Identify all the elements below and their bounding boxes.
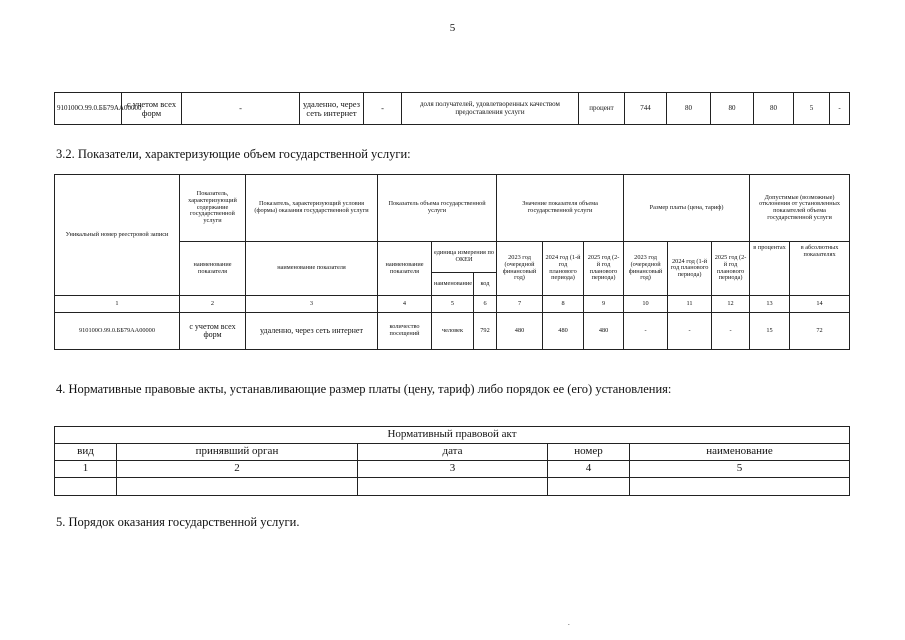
type-header: вид [55, 444, 117, 461]
table-row [55, 93, 850, 125]
column-number: 11 [668, 296, 712, 313]
value-2023-cell: 80 [667, 93, 711, 125]
fee-2023-header: 2023 год (очередной финансовый год) [624, 242, 668, 296]
table-row [55, 478, 850, 496]
column-number: 5 [432, 296, 474, 313]
year-2024-header: 2024 год (1-й год планового периода) [543, 242, 584, 296]
legal-act-title-cell: Нормативный правовой акт [55, 427, 850, 444]
number-header: номер [548, 444, 630, 461]
unit-name-header: наименование [432, 273, 474, 296]
empty-cell [358, 478, 548, 496]
fee-2024-cell: - [668, 313, 712, 350]
legal-acts-table [54, 426, 850, 496]
fee-2025-cell: - [712, 313, 750, 350]
value-2024-cell: 80 [711, 93, 754, 125]
column-number: 7 [497, 296, 543, 313]
section-4-title: 4. Нормативные правовые акты, устанавливающие размер платы (цену, тариф) либо порядок ее (его) установления: [56, 382, 672, 396]
value-2025-cell: 480 [584, 313, 624, 350]
footer-mark: . [568, 619, 570, 627]
unit-name-cell: человек [432, 313, 474, 350]
empty-cell [117, 478, 358, 496]
column-number: 1 [55, 296, 180, 313]
unit-code-cell: 744 [625, 93, 667, 125]
fee-2023-cell: - [624, 313, 668, 350]
value-header: Значение показателя объема государственной услуги [497, 175, 624, 242]
deviation-percent-header: в процентах [750, 242, 790, 296]
fee-header: Размер платы (цена, тариф) [624, 175, 750, 242]
deviation-percent-cell: 15 [750, 313, 790, 350]
column-number: 10 [624, 296, 668, 313]
conditions-header: Показатель, характеризующий условия (формы) оказания государственной услуги [246, 175, 378, 242]
column-number: 3 [358, 461, 548, 478]
value-2024-cell: 480 [543, 313, 584, 350]
content-name-header: наименование показателя [180, 242, 246, 296]
column-number: 4 [378, 296, 432, 313]
table-row [55, 313, 850, 350]
volume-name-cell: количество посещений [378, 313, 432, 350]
deviation-absolute-cell: 72 [790, 313, 850, 350]
column-number: 9 [584, 296, 624, 313]
registry-number-cell: 910100О.99.0.ББ79АА00000 [55, 93, 122, 125]
column-number: 4 [548, 461, 630, 478]
empty-cell [55, 478, 117, 496]
conditions-name-header: наименование показателя [246, 242, 378, 296]
name-header: наименование [630, 444, 850, 461]
section-3-2-title: 3.2. Показатели, характеризующие объем государственной услуги: [56, 147, 411, 161]
page-number: 5 [449, 22, 456, 34]
year-2023-header: 2023 год (очередной финансовый год) [497, 242, 543, 296]
deviation-absolute-header: в абсолютных показателях [790, 242, 850, 296]
column-number: 13 [750, 296, 790, 313]
quality-indicator-table [54, 92, 850, 125]
content-cell: с учетом всех форм [180, 313, 246, 350]
column-number: 6 [474, 296, 497, 313]
deviation-header: Допустимые (возможные) отклонения от установленных показателей объема государственной услуги [750, 175, 850, 242]
unit-name-cell: процент [579, 93, 625, 125]
content-cell: с учетом всех форм [122, 93, 182, 125]
empty-cell [548, 478, 630, 496]
table-header-row [55, 175, 850, 242]
volume-header: Показатель объема государственной услуги [378, 175, 497, 242]
unit-code-header: код [474, 273, 497, 296]
empty-cell [630, 478, 850, 496]
value-2025-cell: 80 [754, 93, 794, 125]
table-header-row [55, 444, 850, 461]
column-number: 2 [180, 296, 246, 313]
content-header: Показатель, характеризующий содержание государственной услуги [180, 175, 246, 242]
fee-2024-header: 2024 год (1-й год планового периода) [668, 242, 712, 296]
fee-2025-header: 2025 год (2-й год планового периода) [712, 242, 750, 296]
section-5-title: 5. Порядок оказания государственной услуги. [56, 515, 300, 529]
value-2023-cell: 480 [497, 313, 543, 350]
registry-header: Уникальный номер реестровой записи [55, 175, 180, 296]
column-number-row [55, 296, 850, 313]
unit-code-cell: 792 [474, 313, 497, 350]
column-number: 12 [712, 296, 750, 313]
year-2025-header: 2025 год (2-й год планового периода) [584, 242, 624, 296]
dash-cell: - [182, 93, 300, 125]
authority-header: принявший орган [117, 444, 358, 461]
deviation-absolute-cell: - [830, 93, 850, 125]
registry-number-cell: 910100О.99.0.ББ79АА00000 [55, 313, 180, 350]
column-number: 2 [117, 461, 358, 478]
indicator-name-cell: доля получателей, удовлетворенных качеством предоставления услуги [402, 93, 579, 125]
volume-indicator-table [54, 174, 850, 350]
volume-name-header: наименование показателя [378, 242, 432, 296]
conditions-cell: удаленно, через сеть интернет [300, 93, 364, 125]
column-number-row [55, 461, 850, 478]
column-number: 1 [55, 461, 117, 478]
unit-header: единица измерения по ОКЕИ [432, 242, 497, 273]
column-number: 8 [543, 296, 584, 313]
column-number: 5 [630, 461, 850, 478]
dash-cell: - [364, 93, 402, 125]
table-header-row [55, 427, 850, 444]
column-number: 3 [246, 296, 378, 313]
column-number: 14 [790, 296, 850, 313]
date-header: дата [358, 444, 548, 461]
conditions-cell: удаленно, через сеть интернет [246, 313, 378, 350]
deviation-percent-cell: 5 [794, 93, 830, 125]
